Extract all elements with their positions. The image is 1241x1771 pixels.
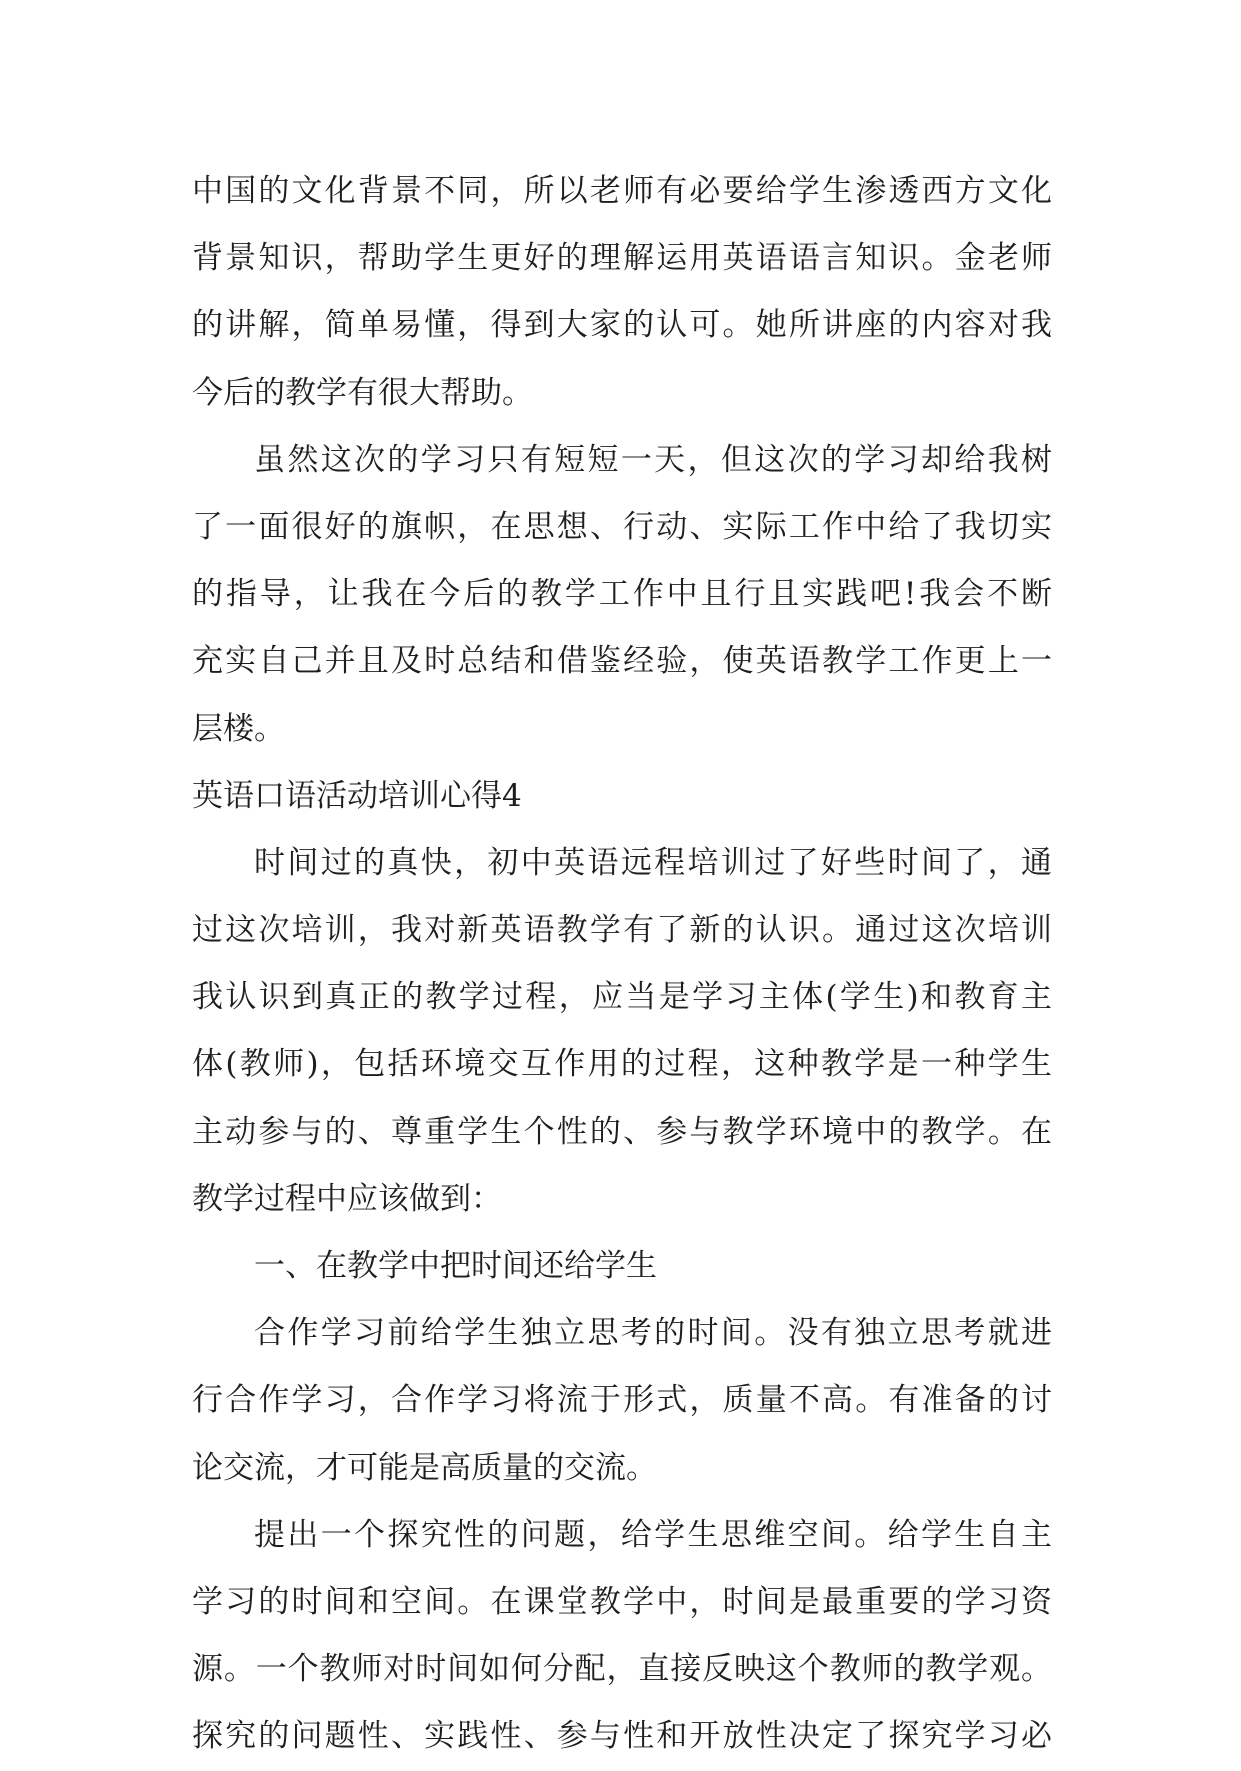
text-line: 了一面很好的旗帜，在思想、行动、实际工作中给了我切实 — [192, 508, 1052, 545]
document-page — [192, 158, 1052, 1771]
text-line: 今后的教学有很大帮助。 — [192, 374, 533, 411]
text-line: 过这次培训，我对新英语教学有了新的认识。通过这次培训 — [192, 912, 1052, 949]
text-line: 提出一个探究性的问题，给学生思维空间。给学生自主 — [254, 1516, 1052, 1553]
text-line: 虽然这次的学习只有短短一天，但这次的学习却给我树 — [254, 441, 1052, 478]
text-line: 论交流，才可能是高质量的交流。 — [192, 1449, 657, 1486]
text-line: 教学过程中应该做到： — [192, 1180, 502, 1217]
text-line: 合作学习前给学生独立思考的时间。没有独立思考就进 — [254, 1315, 1052, 1352]
text-line: 行合作学习，合作学习将流于形式，质量不高。有准备的讨 — [192, 1382, 1052, 1419]
text-line: 的讲解，简单易懂，得到大家的认可。她所讲座的内容对我 — [192, 307, 1052, 344]
text-line: 层楼。 — [192, 710, 285, 747]
text-line: 学习的时间和空间。在课堂教学中，时间是最重要的学习资 — [192, 1583, 1052, 1620]
text-line: 主动参与的、尊重学生个性的、参与教学环境中的教学。在 — [192, 1113, 1052, 1150]
text-line: 充实自己并且及时总结和借鉴经验，使英语教学工作更上一 — [192, 643, 1052, 680]
text-line: 的指导，让我在今后的教学工作中且行且实践吧!我会不断 — [192, 576, 1052, 613]
text-line: 时间过的真快，初中英语远程培训过了好些时间了，通 — [254, 844, 1052, 881]
sub-heading: 一、在教学中把时间还给学生 — [254, 1248, 657, 1284]
text-line: 源。一个教师对时间如何分配，直接反映这个教师的教学观。 — [192, 1651, 1052, 1688]
text-line: 中国的文化背景不同，所以老师有必要给学生渗透西方文化 — [192, 173, 1052, 209]
text-line: 体(教师)，包括环境交互作用的过程，这种教学是一种学生 — [192, 1046, 1052, 1083]
text-line: 我认识到真正的教学过程，应当是学习主体(学生)和教育主 — [192, 979, 1052, 1016]
text-line: 背景知识，帮助学生更好的理解运用英语语言知识。金老师 — [192, 240, 1052, 277]
text-line: 探究的问题性、实践性、参与性和开放性决定了探究学习必 — [192, 1718, 1052, 1755]
section-heading: 英语口语活动培训心得4 — [192, 777, 522, 814]
